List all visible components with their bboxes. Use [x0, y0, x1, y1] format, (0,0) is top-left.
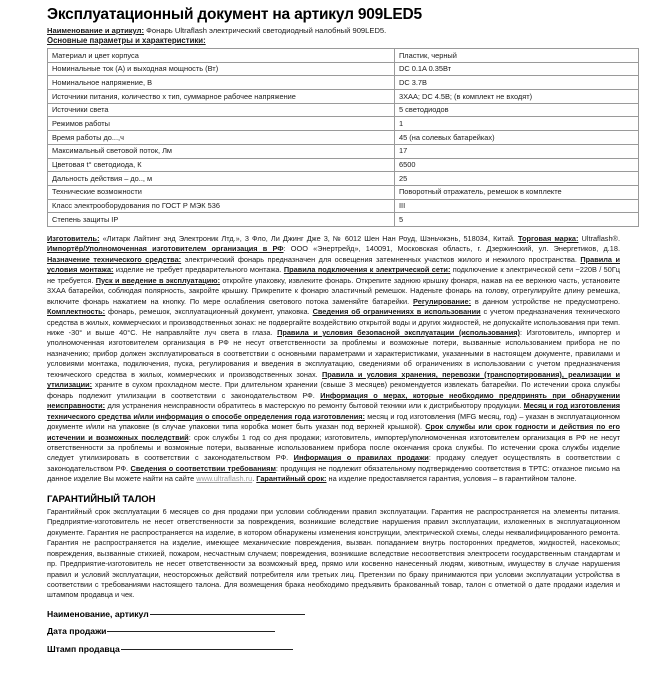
spec-key: Режимов работы	[48, 117, 395, 131]
spec-key: Степень защиты IP	[48, 213, 395, 227]
product-name-label: Наименование и артикул:	[47, 25, 145, 35]
spec-value: 25	[395, 172, 639, 186]
importer-label: Импортёр/Уполномоченная изготовителем организация в РФ	[47, 244, 284, 254]
sales-rules-label: Информация о правилах продажи	[293, 453, 429, 463]
table-row	[48, 103, 639, 117]
lifetime-label: Срок службы или срок годности и действия по его истечении и возможных последствий	[47, 422, 621, 442]
form-input-seller-stamp[interactable]	[121, 648, 293, 650]
table-row	[48, 144, 639, 158]
spec-value: DC 3.7B	[395, 76, 639, 90]
installation-text: изделие не требует предварительного монтажа.	[113, 265, 284, 275]
form-label-sale-date: Дата продажи	[47, 626, 107, 637]
warranty-card-heading: ГАРАНТИЙНЫЙ ТАЛОН	[47, 493, 156, 505]
safety-rules-text: : Изготовитель, импортер и уполномоченная изготовителем организация в РФ не несут ответственности за проблемы и возможные потери, вызванные использованием прибора не по назначению; прибор должен эксплуатироваться в соответствии с основными параметрами и характеристиками, указанными в настоящем документе, правилами и условиями монтажа, подключения, пуска, регулирования и введения в эксплуатацию, сведениями об ограничениях в использовании с учетом предназначения технического средства в жилых, коммерческих и производственных зонах.	[47, 328, 620, 379]
spec-key: Дальность действия – до.., м	[48, 172, 395, 186]
purpose-text: электрический фонарь предназначен для освещения затемненных участков жилого и нежилого пространства.	[181, 254, 581, 264]
form-field-seller-stamp	[47, 645, 620, 654]
safety-rules-label: Правила и условия безопасной эксплуатации (использования)	[277, 328, 520, 338]
table-row	[48, 172, 639, 186]
fault-text: для устранения неисправности обратитесь в мастерскую по ремонту бытовой техники или к дистрибьютору продукции.	[105, 401, 524, 411]
fault-label: Информация о мерах, которые необходимо предпринять при обнаружении неисправности:	[47, 390, 620, 411]
spec-value: 1	[395, 117, 639, 131]
spec-value: DC 0.1A 0.35Вт	[395, 62, 639, 76]
product-information-text	[47, 234, 620, 485]
spec-value: III	[395, 199, 639, 213]
form-field-product-name	[47, 610, 620, 619]
spec-key: Номинальное напряжение, В	[48, 76, 395, 90]
form-input-product-name[interactable]	[150, 613, 305, 615]
spec-value: 5	[395, 213, 639, 227]
kit-contents-text: фонарь, ремешок, эксплуатационный документ, упаковка.	[105, 307, 313, 317]
adjustment-label: Регулирование:	[413, 296, 472, 306]
storage-text: храните в сухом прохладном месте. При длительном хранении (свыше 3 месяцев) рекомендуется извлекать батарейки. По истечении срока службы фонарь подлежит утилизации в соответствии с законодательством РФ.	[47, 380, 620, 400]
manufacturer-label: Изготовитель:	[47, 233, 100, 243]
form-input-sale-date[interactable]	[107, 630, 275, 632]
startup-label: Пуск и введение в эксплуатацию:	[95, 275, 221, 285]
table-row	[48, 76, 639, 90]
table-row	[48, 213, 639, 227]
spec-value: 17	[395, 144, 639, 158]
warranty-period-text: на изделие предоставляется гарантия, условия – в гарантийном талоне.	[326, 474, 577, 484]
spec-value: 6500	[395, 158, 639, 172]
spec-key: Номинальные ток (А) и выходная мощность (Вт)	[48, 62, 395, 76]
document-page	[0, 7, 667, 674]
specifications-table	[47, 48, 639, 227]
spec-key: Время работы до...,ч	[48, 131, 395, 145]
usage-limits-text: не подвергайте воздействию открытой воды и других жидкостей, не допускайте использования при темп. ниже -30° и выше 40°С. Не направляйте луч света в глаза.	[47, 317, 620, 338]
product-name-value: Фонарь Ultraflash электрический светодиодный налобный 909LED5.	[146, 25, 387, 35]
installation-label: Правила и условия монтажа:	[47, 254, 620, 275]
purpose-label: Назначение технического средства:	[47, 254, 182, 264]
importer-text: : ООО «Энертрейд», 140091, Московская область, г. Дзержинский, ул. Энергетиков, д.18.	[283, 244, 621, 254]
table-row	[48, 199, 639, 213]
spec-key: Класс электрооборудования по ГОСТ Р МЭК 536	[48, 199, 395, 213]
warranty-card-text: Гарантийный срок эксплуатации 6 месяцев со дня продажи при условии соблюдении правил эксплуатации. Гарантия не распространяется на элементы питания. Предприятие-изготовитель не несет ответственности за повреждения, возникшие вследствие нарушения правил эксплуатации, изложенных в эксплуатационном документе. Гарантия не распространяется на изделие, в котором обнаружены изменения конструкции, электрической схемы, следы неквалифицированного ремонта. Гарантия не распространяется на изделие, имеющее механические повреждения, вызван. попаданием внутрь посторонних предметов, жидкостей, насекомых; повреждения, вызванные стихией, пожаром, несчастным случаем; повреждения, возникшие вследствие несоответствия электросети государственным стандартам и пр. Предприятие-изготовитель не несет ответственности за возможный вред, прямо или косвенно нанесенный людям, животным, имуществу в случае нарушения правил и условий эксплуатации, неосторожных действий потребителя или третьих лиц. Претензии по браку принимаются при условии эксплуатации устройства в соответствии с требованиями настоящего талона. Для возмещения брака необходимо предъявить бракованный товар, талон с отметкой о дате продажи изделия и штампом продавца и чек.	[47, 506, 620, 600]
spec-value: 3XAA; DC 4.5B; (в комплект не входят)	[395, 90, 639, 104]
kit-contents-label: Комплектность:	[47, 307, 106, 317]
usage-limits-mid: с учетом предназначения технического средства в жилых, коммерческих и производственных зонах:	[47, 307, 620, 327]
storage-label: Правила и условия хранения, перевозки (транспортирования), реализации и утилизации:	[47, 369, 620, 390]
trademark-label: Торговая марка:	[518, 233, 579, 243]
warranty-period-label: Гарантийный срок:	[256, 474, 327, 484]
manufacture-date-text: месяц и год изготовления (MFG месяц, год) – указан в эксплуатационном документе и/или на упаковке (в случае упаковки типа коробка может быть указан под верхней крышкой).	[47, 411, 620, 432]
conformity-text: : продукция не подлежит обязательному подтверждению соответствия в ТРТС: отказное письмо на данное изделие Вы можете найти на сайте	[47, 463, 620, 484]
startup-text: откройте упаковку, извлеките фонарь. Открепите заднюю крышку фонаря, нажав на ее верхнюю часть, установите 3XAA батарейки, соблюдая полярность, закройте крышку. Прикрепите к фонарю эластичный ремешок. Наденьте фонарь на голову, отрегулируйте длину ремешка, включите фонарь нажатием на кнопку. По мере ослабления светового потока заменяйте батарейки.	[47, 275, 620, 306]
connection-label: Правила подключения к электрической сети:	[283, 265, 451, 275]
page-title: Эксплуатационный документ на артикул 909LED5	[47, 6, 422, 23]
table-row	[48, 49, 639, 63]
spec-value: 5 светодиодов	[395, 103, 639, 117]
spec-key: Технические возможности	[48, 185, 395, 199]
document-body	[47, 7, 620, 654]
form-label-product-name: Наименование, артикул	[47, 608, 149, 619]
spec-key: Максимальный световой поток, Лм	[48, 144, 395, 158]
spec-value: 45 (на солевых батарейках)	[395, 131, 639, 145]
spec-value: Поворотный отражатель, ремешок в комплекте	[395, 185, 639, 199]
spec-key: Материал и цвет корпуса	[48, 49, 395, 63]
trademark-text: Ultraflash®.	[578, 233, 621, 243]
table-row	[48, 90, 639, 104]
usage-limits-label: Сведения об ограничениях в использовании	[312, 307, 481, 317]
table-row	[48, 131, 639, 145]
spec-key: Источники света	[48, 103, 395, 117]
table-row	[48, 117, 639, 131]
parameters-heading: Основные параметры и характеристики:	[47, 35, 206, 45]
conformity-tail: .	[252, 474, 257, 484]
specifications-table-body	[48, 49, 639, 227]
sales-rules-text: : продажу следует осуществлять в соответствии с законодательством РФ.	[47, 453, 621, 473]
table-row	[48, 62, 639, 76]
spec-key: Цветовая t° светодиода, К	[48, 158, 395, 172]
conformity-label: Сведения о соответствии требованиям	[130, 463, 276, 473]
table-row	[48, 185, 639, 199]
spec-value: Пластик, черный	[395, 49, 639, 63]
table-row	[48, 158, 639, 172]
spec-key: Источники питания, количество х тип, суммарное рабочее напряжение	[48, 90, 395, 104]
connection-text: подключение к электрической сети ~220В / 50Гц не требуется.	[47, 265, 621, 285]
manufacture-date-label: Месяц и год изготовления технического средства и/или информация о способе определения года изготовления:	[47, 401, 620, 421]
seller-fill-in-form	[47, 610, 620, 654]
form-field-sale-date	[47, 627, 620, 636]
product-name-line	[47, 26, 620, 36]
manufacturer-text: «Литарк Лайтинг энд Электроник Лтд.», 3 Фло, Ли Джинг Дже 3, № 6012 Шен Нан Роуд, Шэньчжэнь, 518034, Китай.	[99, 233, 519, 243]
lifetime-text: : срок службы 1 год со дня продажи; изготовитель, импортер/уполномоченная изготовителем организация в РФ не несут ответственности за проблемы и возможные потери, вызванные использованием прибора после окончания срока службы. По истечении срока службы изделие следует утилизировать в соответствии с законодательством РФ.	[47, 432, 620, 463]
ultraflash-website-link[interactable]: www.ultraflash.ru	[196, 474, 253, 484]
form-label-seller-stamp: Штамп продавца	[47, 643, 120, 654]
adjustment-text: в данном устройстве не предусмотрено.	[471, 296, 621, 306]
